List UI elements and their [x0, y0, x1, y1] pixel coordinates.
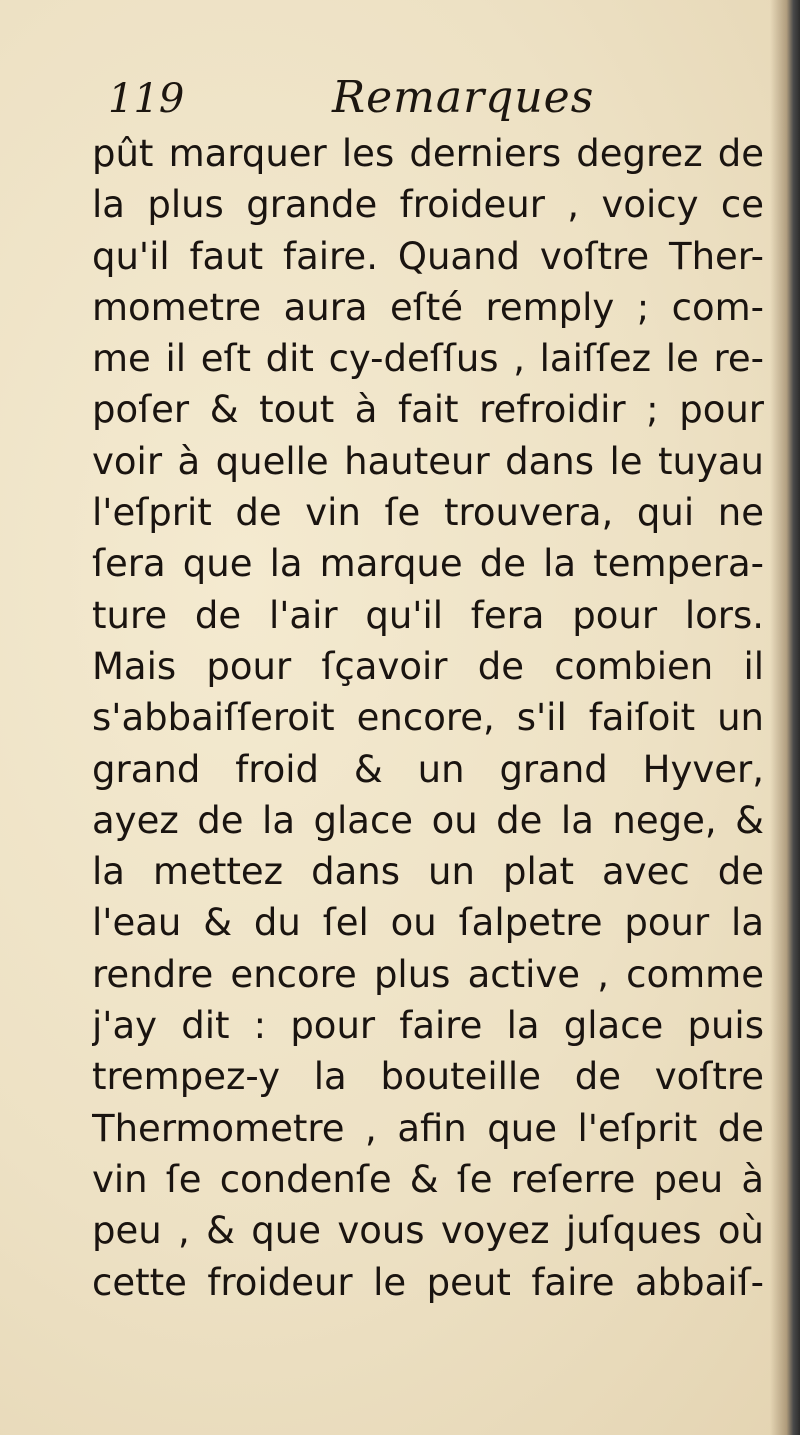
text-line: la mettez dans un plat avec de	[92, 850, 764, 894]
body-text	[92, 128, 764, 1308]
text-line: l'eau & du ſel ou ſalpetre pour la	[92, 901, 764, 945]
text-line: peu , & que vous voyez juſques où	[92, 1209, 764, 1253]
text-line: l'eſprit de vin ſe trouvera, qui ne	[92, 491, 764, 535]
text-line: vin ſe condenſe & ſe reſerre peu à	[92, 1157, 764, 1201]
text-line: Mais pour ſçavoir de combien il	[92, 644, 764, 688]
text-line: cette froideur le peut faire abbaiſ-	[92, 1260, 764, 1304]
text-line: ture de l'air qu'il fera pour lors.	[92, 593, 764, 637]
text-line: trempez-y la bouteille de voſtre	[92, 1055, 764, 1099]
text-line: ſera que la marque de la tempera-	[92, 542, 764, 586]
text-line: qu'il faut faire. Quand voſtre Ther-	[92, 234, 764, 278]
text-line: me il eſt dit cy-deſſus , laiſſez le re-	[92, 337, 764, 381]
page-number: 119	[108, 76, 185, 122]
text-line: grand froid & un grand Hyver,	[92, 747, 764, 791]
text-line: pût marquer les derniers degrez de	[92, 132, 764, 175]
text-line: voir à quelle hauteur dans le tuyau	[92, 439, 764, 483]
text-line: ayez de la glace ou de la nege, &	[92, 798, 764, 842]
page-spine-shadow	[770, 0, 800, 1435]
text-line: s'abbaiſſeroit encore, s'il faiſoit un	[92, 696, 764, 740]
text-line: mometre aura eſté remply ; com-	[92, 285, 764, 329]
text-line: Thermometre , afin que l'eſprit de	[92, 1106, 764, 1150]
text-line: rendre encore plus active , comme	[92, 952, 764, 996]
text-line: poſer & tout à fait refroidir ; pour	[92, 388, 764, 432]
running-title: Remarques	[332, 72, 595, 123]
page-header	[108, 72, 748, 132]
text-line: j'ay dit : pour faire la glace puis	[92, 1004, 764, 1048]
text-line: la plus grande froideur , voicy ce	[92, 183, 764, 227]
